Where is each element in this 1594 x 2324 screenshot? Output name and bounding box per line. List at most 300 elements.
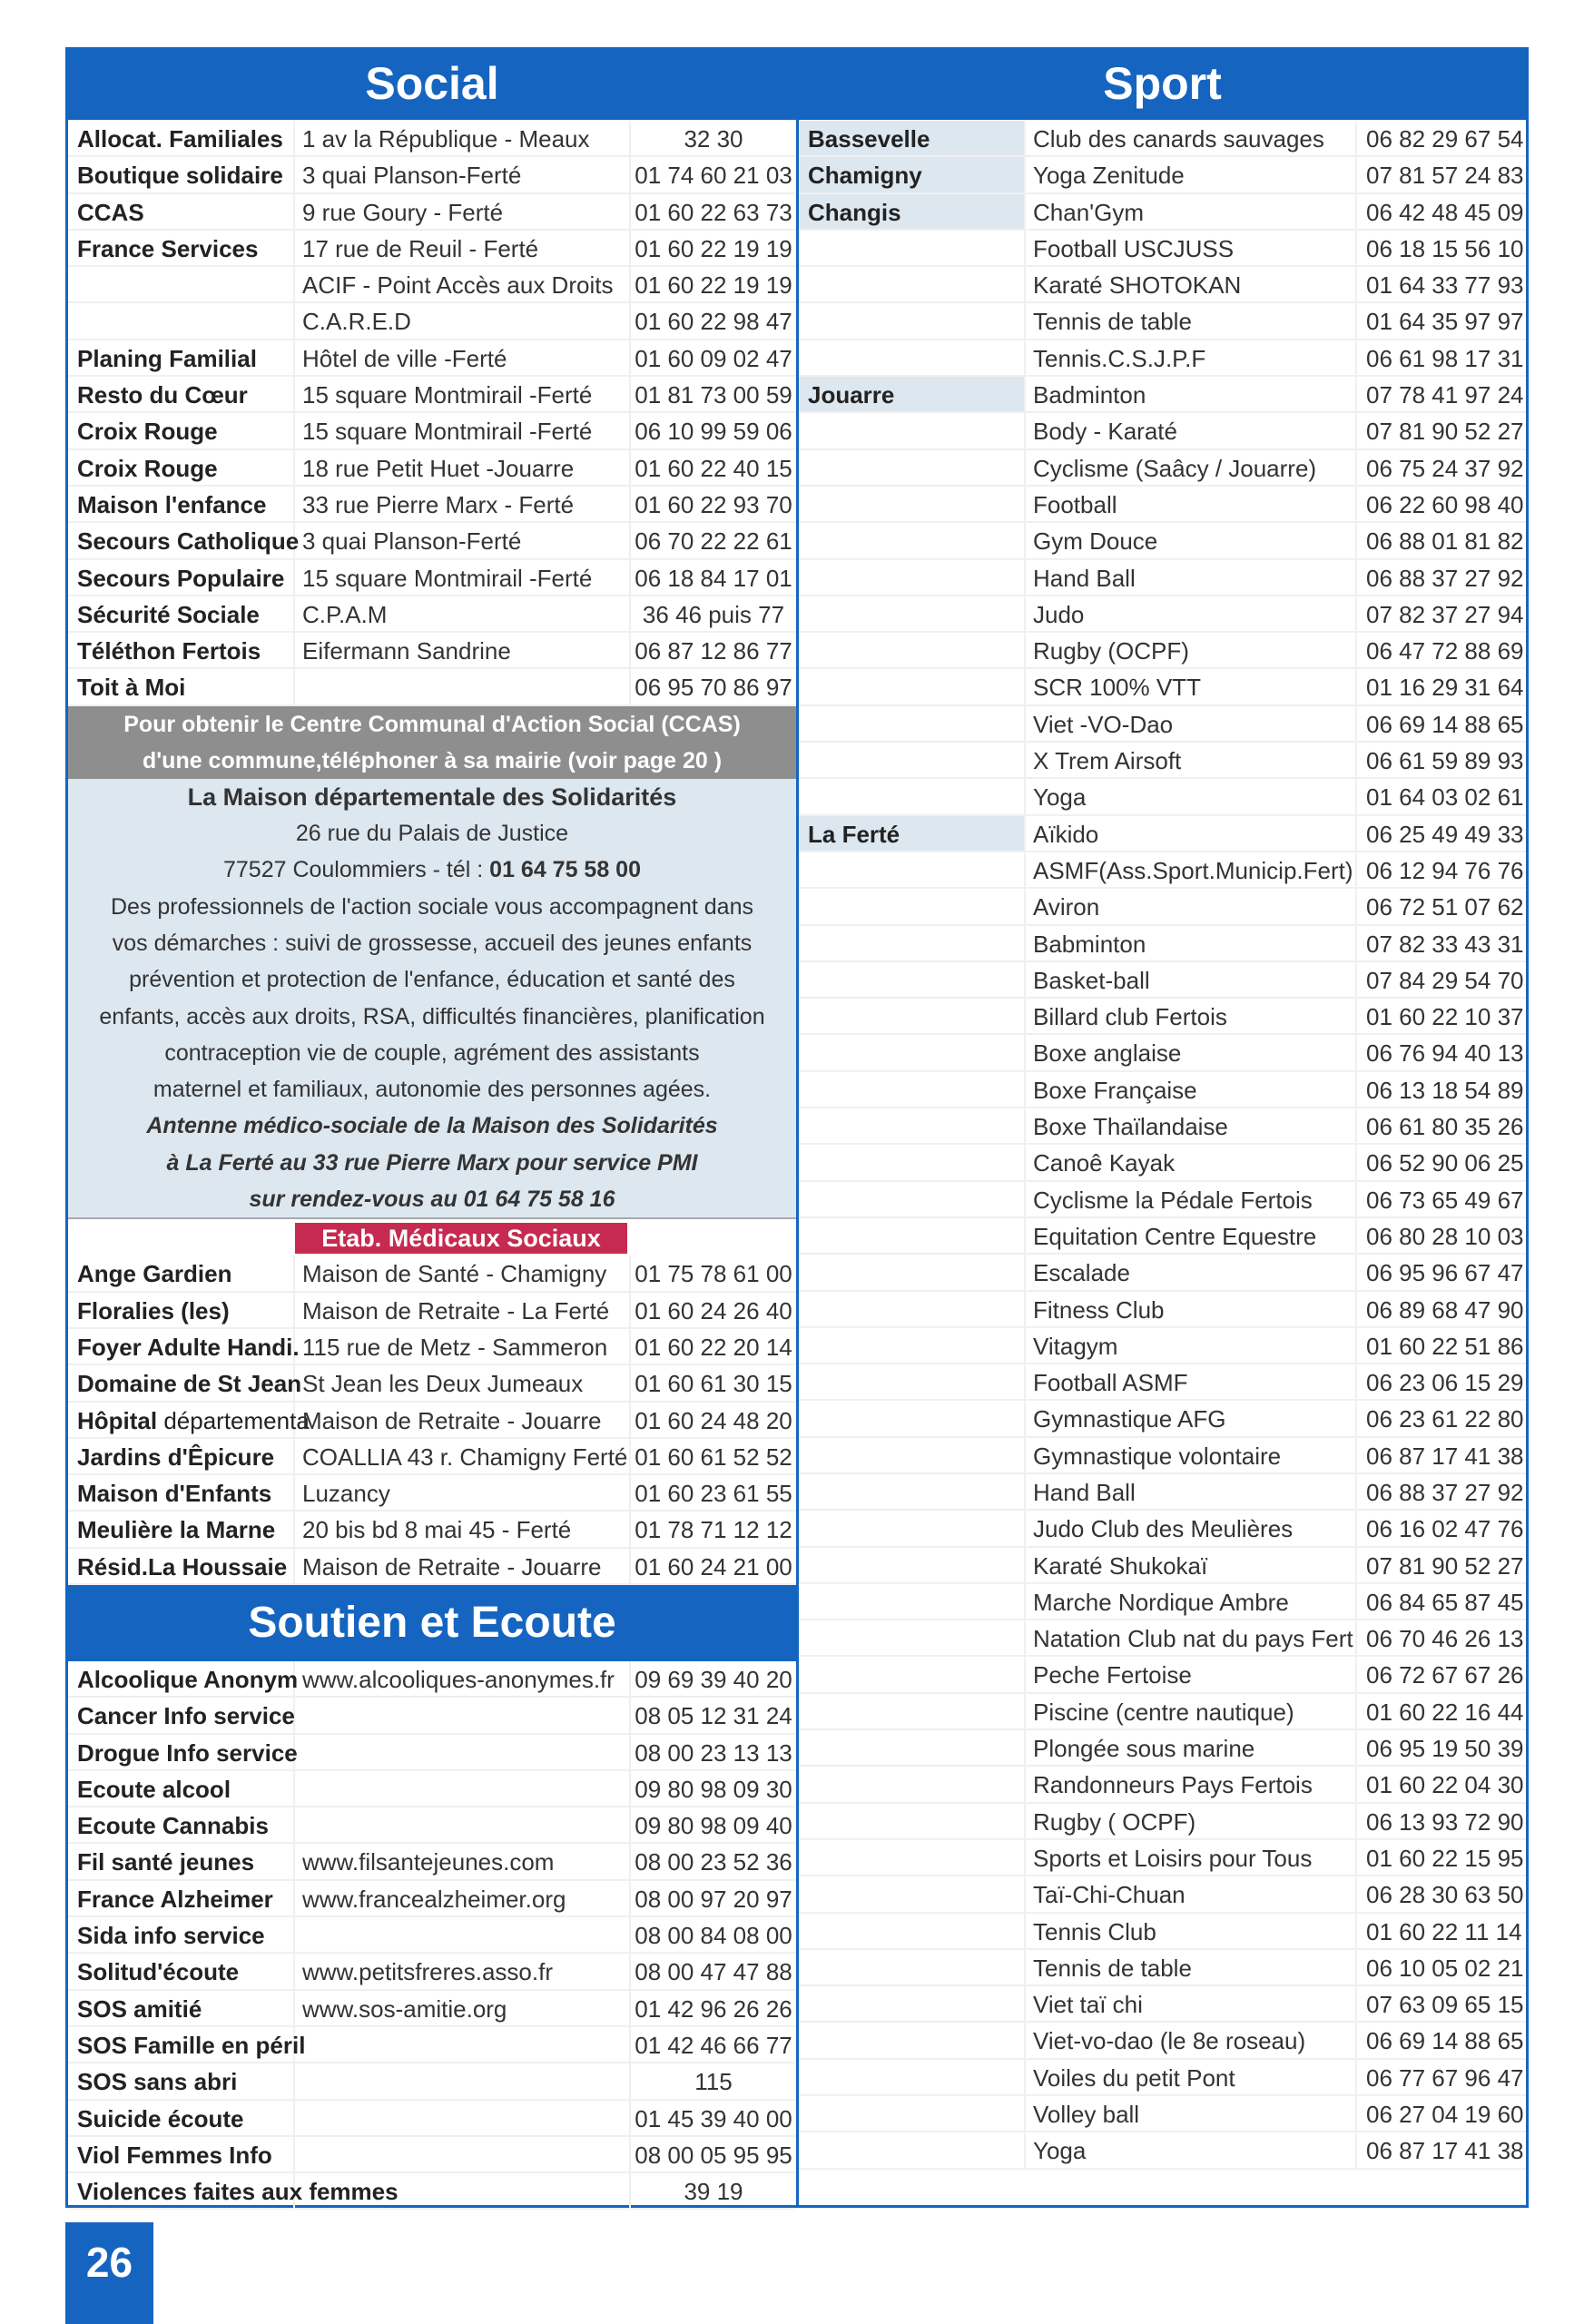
table-row [68, 2137, 796, 2173]
entry-address [295, 450, 631, 487]
entry-name [68, 1661, 299, 1698]
etab-table [68, 1256, 796, 1585]
table-row [799, 743, 1526, 779]
table-row [68, 1365, 796, 1402]
sport-club-text: Gym Douce [1033, 527, 1158, 556]
sport-club [1026, 1620, 1357, 1657]
entry-address [295, 1771, 631, 1807]
sport-phone [1357, 633, 1526, 669]
entry-phone [631, 1549, 796, 1585]
entry-phone-text: 39 19 [684, 2178, 743, 2206]
entry-name-text: Meulière la Marne [77, 1516, 276, 1544]
entry-phone-text: 09 69 39 40 20 [635, 1665, 792, 1693]
sport-phone [1357, 377, 1526, 413]
entry-phone [631, 377, 796, 413]
sport-town [799, 1438, 1026, 1474]
entry-name [68, 1293, 295, 1329]
sport-club-text: Judo Club des Meulières [1033, 1515, 1294, 1543]
sport-club-text: Badminton [1033, 381, 1146, 409]
entry-address-text: 9 rue Goury - Ferté [302, 198, 504, 226]
sport-phone-text: 07 81 90 52 27 [1366, 418, 1524, 446]
sport-club-text: Natation Club nat du pays Fert [1033, 1625, 1353, 1653]
entry-address [295, 1512, 631, 1548]
sport-phone-text: 06 72 51 07 62 [1366, 893, 1524, 921]
table-row [799, 413, 1526, 449]
sport-club [1026, 1328, 1357, 1364]
entry-phone [631, 1991, 796, 2027]
sport-club [1026, 1218, 1357, 1255]
right-column [799, 47, 1526, 2170]
sport-club [1026, 669, 1357, 705]
sport-phone [1357, 450, 1526, 487]
maison-phone-line [68, 852, 796, 888]
entry-name-text: Domaine de St Jean [77, 1370, 302, 1398]
table-row [799, 889, 1526, 925]
table-row [799, 1401, 1526, 1437]
sport-club-text: Equitation Centre Equestre [1033, 1222, 1317, 1250]
entry-address [295, 194, 631, 231]
entry-phone-text: 06 95 70 86 97 [635, 674, 792, 702]
sport-club [1026, 1108, 1357, 1145]
entry-phone-text: 01 60 22 93 70 [635, 490, 792, 518]
table-row [68, 2027, 796, 2063]
sport-phone [1357, 560, 1526, 596]
sport-town [799, 706, 1026, 743]
sport-town [799, 1292, 1026, 1328]
entry-name [68, 413, 295, 449]
sport-town [799, 121, 1026, 157]
table-row [799, 1620, 1526, 1657]
sport-phone-text: 01 64 03 02 61 [1366, 783, 1524, 812]
entry-address-text: 15 square Montmirail -Ferté [302, 564, 593, 592]
entry-name-text: Sécurité Sociale [77, 600, 260, 628]
entry-name [68, 1771, 295, 1807]
sport-club-text: Gymnastique AFG [1033, 1405, 1226, 1433]
sport-phone-text: 06 18 15 56 10 [1366, 234, 1524, 262]
table-row [799, 2060, 1526, 2096]
entry-address [295, 596, 631, 633]
sport-club [1026, 2096, 1357, 2132]
entry-name-text: Allocat. Familiales [77, 125, 283, 153]
maison-desc-2: vos démarches : suivi de grossesse, accueil des jeunes enfants [112, 930, 753, 956]
sport-phone [1357, 926, 1526, 962]
sport-phone-text: 06 80 28 10 03 [1366, 1222, 1524, 1250]
table-row [799, 1145, 1526, 1181]
table-row [68, 1661, 796, 1698]
sport-club-text: ASMF(Ass.Sport.Municip.Fert) [1033, 856, 1353, 884]
table-row [68, 1293, 796, 1329]
sport-phone-text: 06 82 29 67 54 [1366, 125, 1524, 153]
entry-phone [631, 450, 796, 487]
table-row [68, 450, 796, 487]
entry-phone [631, 1771, 796, 1807]
sport-club [1026, 1840, 1357, 1876]
entry-name [68, 231, 295, 267]
table-row [799, 303, 1526, 340]
entry-phone-text: 01 42 46 66 77 [635, 2031, 792, 2059]
entry-address [295, 413, 631, 449]
entry-name [68, 450, 295, 487]
entry-name-text: Secours Populaire [77, 564, 285, 592]
entry-phone [631, 121, 796, 157]
table-row [799, 340, 1526, 377]
sport-phone-text: 07 63 09 65 15 [1366, 1991, 1524, 2019]
sport-club [1026, 779, 1357, 815]
sport-phone-text: 07 78 41 97 24 [1366, 381, 1524, 409]
sport-town [799, 2023, 1026, 2059]
entry-name-text: SOS sans abri [77, 2068, 238, 2096]
entry-phone-text: 01 60 09 02 47 [635, 344, 792, 372]
entry-phone-text: 01 60 22 98 47 [635, 308, 792, 336]
ccas-note [68, 706, 796, 779]
sport-club-text: Football USCJUSS [1033, 234, 1235, 262]
sport-town [799, 267, 1026, 303]
sport-club [1026, 2132, 1357, 2169]
sport-town [799, 157, 1026, 193]
entry-phone-text: 08 05 12 31 24 [635, 1702, 792, 1730]
sport-phone-text: 06 61 98 17 31 [1366, 344, 1524, 372]
table-row [68, 1991, 796, 2027]
table-row [799, 194, 1526, 231]
sport-town-text: Chamigny [808, 162, 922, 190]
table-row [68, 560, 796, 596]
sport-club-text: Vitagym [1033, 1332, 1118, 1360]
entry-name-text: SOS Famille en péril [77, 2031, 306, 2059]
sport-phone [1357, 1182, 1526, 1218]
entry-name-text: Ecoute Cannabis [77, 1812, 269, 1840]
sport-phone [1357, 121, 1526, 157]
table-row [68, 596, 796, 633]
entry-address [295, 2173, 631, 2210]
sport-phone [1357, 706, 1526, 743]
sport-club-text: Tennis Club [1033, 1917, 1156, 1945]
entry-name-text: Planing Familial [77, 344, 257, 372]
sport-phone [1357, 2132, 1526, 2169]
entry-phone [631, 413, 796, 449]
entry-address-text: St Jean les Deux Jumeaux [302, 1370, 584, 1398]
sport-club-text: Taï-Chi-Chuan [1033, 1881, 1186, 1909]
sport-club-text: Fitness Club [1033, 1295, 1165, 1324]
entry-phone [631, 1439, 796, 1475]
entry-phone [631, 633, 796, 669]
table-row [68, 413, 796, 449]
table-row [799, 487, 1526, 523]
entry-phone-text: 08 00 05 95 95 [635, 2141, 792, 2169]
table-row [799, 377, 1526, 413]
sport-phone [1357, 1804, 1526, 1840]
entry-address [295, 2101, 631, 2137]
sport-phone [1357, 267, 1526, 303]
entry-phone [631, 2027, 796, 2063]
sport-club-text: Yoga [1033, 783, 1087, 812]
sport-town [799, 1035, 1026, 1071]
table-row [799, 157, 1526, 193]
sport-phone-text: 06 69 14 88 65 [1366, 2027, 1524, 2055]
sport-phone [1357, 1620, 1526, 1657]
sport-club-text: Karaté Shukokaï [1033, 1551, 1208, 1580]
sport-phone [1357, 1364, 1526, 1401]
sport-club-text: Tennis.C.S.J.P.F [1033, 344, 1206, 372]
table-row [68, 340, 796, 377]
sport-town [799, 1328, 1026, 1364]
sport-club [1026, 194, 1357, 231]
sport-phone [1357, 1108, 1526, 1145]
entry-address [295, 487, 631, 523]
sport-phone-text: 06 52 90 06 25 [1366, 1149, 1524, 1177]
entry-address [295, 1256, 631, 1292]
sport-club [1026, 560, 1357, 596]
entry-name [68, 1991, 295, 2027]
entry-phone [631, 1881, 796, 1917]
sport-town [799, 1620, 1026, 1657]
sport-town-text: Bassevelle [808, 125, 930, 153]
sport-phone [1357, 523, 1526, 559]
entry-name-text: Floralies (les) [77, 1296, 230, 1324]
entry-name [68, 194, 295, 231]
entry-address [295, 2137, 631, 2173]
entry-phone-text: 09 80 98 09 40 [635, 1812, 792, 1840]
sport-phone [1357, 1218, 1526, 1255]
entry-address-text: 3 quai Planson-Ferté [302, 162, 522, 190]
entry-address-text: 18 rue Petit Huet -Jouarre [302, 454, 575, 482]
entry-name [68, 633, 295, 669]
entry-phone-text: 01 60 22 19 19 [635, 271, 792, 300]
sport-town [799, 2060, 1026, 2096]
sport-club [1026, 889, 1357, 925]
antenne-line-2: à La Ferté au 33 rue Pierre Marx pour service PMI [166, 1149, 698, 1176]
entry-name-text: Boutique solidaire [77, 162, 283, 190]
table-row [799, 1511, 1526, 1547]
table-row [68, 1844, 796, 1880]
sport-town [799, 596, 1026, 633]
sport-town [799, 1511, 1026, 1547]
sport-club [1026, 962, 1357, 999]
sport-club [1026, 1657, 1357, 1693]
entry-name-text: Résid.La Houssaie [77, 1552, 288, 1581]
sport-phone-text: 06 77 67 96 47 [1366, 2063, 1524, 2092]
table-row [68, 2101, 796, 2137]
social-header: Social [68, 47, 796, 121]
sport-club-text: Tennis de table [1033, 1954, 1192, 1982]
entry-phone [631, 2137, 796, 2173]
sport-club-text: Volley ball [1033, 2101, 1140, 2129]
sport-club [1026, 1767, 1357, 1803]
entry-address-text: www.sos-amitie.org [302, 1994, 507, 2023]
sport-club-text: Yoga [1033, 2137, 1087, 2165]
entry-phone-text: 01 60 22 40 15 [635, 454, 792, 482]
table-row [799, 2096, 1526, 2132]
sport-phone [1357, 669, 1526, 705]
entry-phone [631, 1954, 796, 1990]
sport-club [1026, 2023, 1357, 2059]
sport-club-text: Viet taï chi [1033, 1991, 1143, 2019]
table-row [68, 1475, 796, 1512]
sport-club-text: Piscine (centre nautique) [1033, 1698, 1294, 1726]
table-row [68, 2173, 796, 2210]
sport-club-text: Canoê Kayak [1033, 1149, 1176, 1177]
sport-phone [1357, 1694, 1526, 1730]
sport-phone [1357, 1255, 1526, 1291]
table-row [68, 1256, 796, 1292]
entry-name [68, 2063, 295, 2100]
maison-desc-5: contraception vie de couple, agrément des assistants [164, 1039, 700, 1066]
entry-name [68, 377, 295, 413]
sport-club [1026, 596, 1357, 633]
entry-name-text: SOS amitié [77, 1994, 202, 2023]
entry-name [68, 267, 295, 303]
entry-phone [631, 669, 796, 705]
entry-phone [631, 1735, 796, 1771]
table-row [799, 1072, 1526, 1108]
entry-phone [631, 2063, 796, 2100]
sport-club [1026, 267, 1357, 303]
entry-address [295, 340, 631, 377]
sport-phone-text: 06 13 18 54 89 [1366, 1076, 1524, 1104]
sport-club-text: Cyclisme la Pédale Fertois [1033, 1186, 1313, 1214]
sport-club [1026, 1694, 1357, 1730]
sport-phone-text: 06 84 65 87 45 [1366, 1588, 1524, 1616]
table-row [799, 2132, 1526, 2169]
table-row [799, 1767, 1526, 1803]
sport-town [799, 377, 1026, 413]
sport-town [799, 231, 1026, 267]
table-row [799, 560, 1526, 596]
entry-name-text: Violences faites aux femmes [77, 2178, 398, 2206]
table-row [68, 1698, 796, 1734]
entry-address [295, 1403, 631, 1439]
table-row [799, 779, 1526, 815]
sport-club [1026, 1876, 1357, 1913]
sport-phone [1357, 194, 1526, 231]
sport-phone-text: 06 87 17 41 38 [1366, 1442, 1524, 1470]
soutien-header: Soutien et Ecoute [68, 1585, 796, 1661]
sport-club-text: Club des canards sauvages [1033, 125, 1324, 153]
sport-phone [1357, 1914, 1526, 1950]
entry-name-suffix: départementa [157, 1406, 310, 1434]
sport-phone-text: 06 70 46 26 13 [1366, 1625, 1524, 1653]
entry-name [68, 2101, 295, 2137]
sport-town [799, 194, 1026, 231]
sport-phone-text: 06 61 59 89 93 [1366, 747, 1524, 775]
table-row [68, 377, 796, 413]
entry-address [295, 2063, 631, 2100]
entry-phone-text: 01 81 73 00 59 [635, 381, 792, 409]
table-row [799, 267, 1526, 303]
sport-club [1026, 523, 1357, 559]
entry-name-text: Ecoute alcool [77, 1775, 231, 1803]
entry-phone-text: 01 60 24 48 20 [635, 1406, 792, 1434]
entry-address [295, 2027, 631, 2063]
entry-phone-text: 01 60 24 26 40 [635, 1296, 792, 1324]
sport-club-text: Chan'Gym [1033, 198, 1145, 226]
entry-phone-text: 01 60 22 20 14 [635, 1333, 792, 1361]
entry-phone [631, 523, 796, 559]
table-row [68, 1512, 796, 1548]
entry-phone [631, 1365, 796, 1402]
sport-club-text: X Trem Airsoft [1033, 747, 1182, 775]
table-row [68, 157, 796, 193]
entry-name [68, 1256, 295, 1292]
entry-name [68, 1917, 295, 1954]
sport-phone [1357, 1438, 1526, 1474]
entry-address-text: 20 bis bd 8 mai 45 - Ferté [302, 1516, 572, 1544]
entry-address [295, 231, 631, 267]
entry-phone [631, 1661, 796, 1698]
entry-name [68, 1403, 310, 1439]
table-row [799, 523, 1526, 559]
entry-phone [631, 194, 796, 231]
sport-town [799, 1474, 1026, 1511]
sport-club-text: Rugby (OCPF) [1033, 637, 1189, 665]
entry-name-text: France Alzheimer [77, 1885, 273, 1913]
sport-town-text: La Ferté [808, 820, 900, 848]
sport-phone-text: 07 82 37 27 94 [1366, 600, 1524, 628]
sport-club [1026, 340, 1357, 377]
entry-address [295, 121, 631, 157]
table-row [799, 1182, 1526, 1218]
entry-address-text: 1 av la République - Meaux [302, 125, 590, 153]
sport-town [799, 816, 1026, 852]
entry-address [295, 1293, 631, 1329]
entry-name-text: Ange Gardien [77, 1260, 232, 1288]
sport-phone [1357, 1328, 1526, 1364]
sport-town [799, 962, 1026, 999]
entry-name-text: Toit à Moi [77, 674, 186, 702]
sport-phone-text: 06 89 68 47 90 [1366, 1295, 1524, 1324]
table-row [799, 852, 1526, 889]
table-row [68, 1771, 796, 1807]
sport-phone [1357, 1511, 1526, 1547]
sport-club [1026, 1438, 1357, 1474]
sport-phone [1357, 1584, 1526, 1620]
table-row [799, 1438, 1526, 1474]
table-row [68, 303, 796, 340]
table-row [799, 450, 1526, 487]
entry-phone-text: 01 60 61 52 52 [635, 1443, 792, 1471]
sport-club [1026, 1182, 1357, 1218]
entry-phone [631, 1807, 796, 1844]
sport-phone [1357, 1145, 1526, 1181]
sport-phone-text: 06 95 96 67 47 [1366, 1259, 1524, 1287]
left-column [68, 47, 796, 2210]
sport-phone [1357, 889, 1526, 925]
sport-club [1026, 1255, 1357, 1291]
sport-phone [1357, 1986, 1526, 2023]
entry-name [68, 1512, 295, 1548]
sport-club [1026, 706, 1357, 743]
entry-phone-text: 01 60 24 21 00 [635, 1552, 792, 1581]
sport-town [799, 633, 1026, 669]
sport-club-text: Football ASMF [1033, 1369, 1188, 1397]
sport-phone-text: 01 60 22 15 95 [1366, 1844, 1524, 1872]
page-number: 26 [65, 2222, 153, 2324]
table-row [799, 816, 1526, 852]
sport-phone-text: 06 88 37 27 92 [1366, 1478, 1524, 1506]
entry-name-text: Secours Catholique [77, 527, 300, 556]
sport-town [799, 1548, 1026, 1584]
sport-club-text: Rugby ( OCPF) [1033, 1807, 1196, 1836]
antenne-line-1: Antenne médico-sociale de la Maison des Solidarités [146, 1113, 718, 1139]
sport-phone-text: 06 73 65 49 67 [1366, 1186, 1524, 1214]
sport-club-text: Viet -VO-Dao [1033, 710, 1174, 738]
entry-phone [631, 1293, 796, 1329]
sport-town [799, 340, 1026, 377]
entry-address-text: 33 rue Pierre Marx - Ferté [302, 490, 575, 518]
sport-phone-text: 06 75 24 37 92 [1366, 454, 1524, 482]
entry-address-text: Luzancy [302, 1480, 390, 1508]
sport-phone-text: 06 23 06 15 29 [1366, 1369, 1524, 1397]
etab-header: Etab. Médicaux Sociaux [295, 1223, 627, 1254]
